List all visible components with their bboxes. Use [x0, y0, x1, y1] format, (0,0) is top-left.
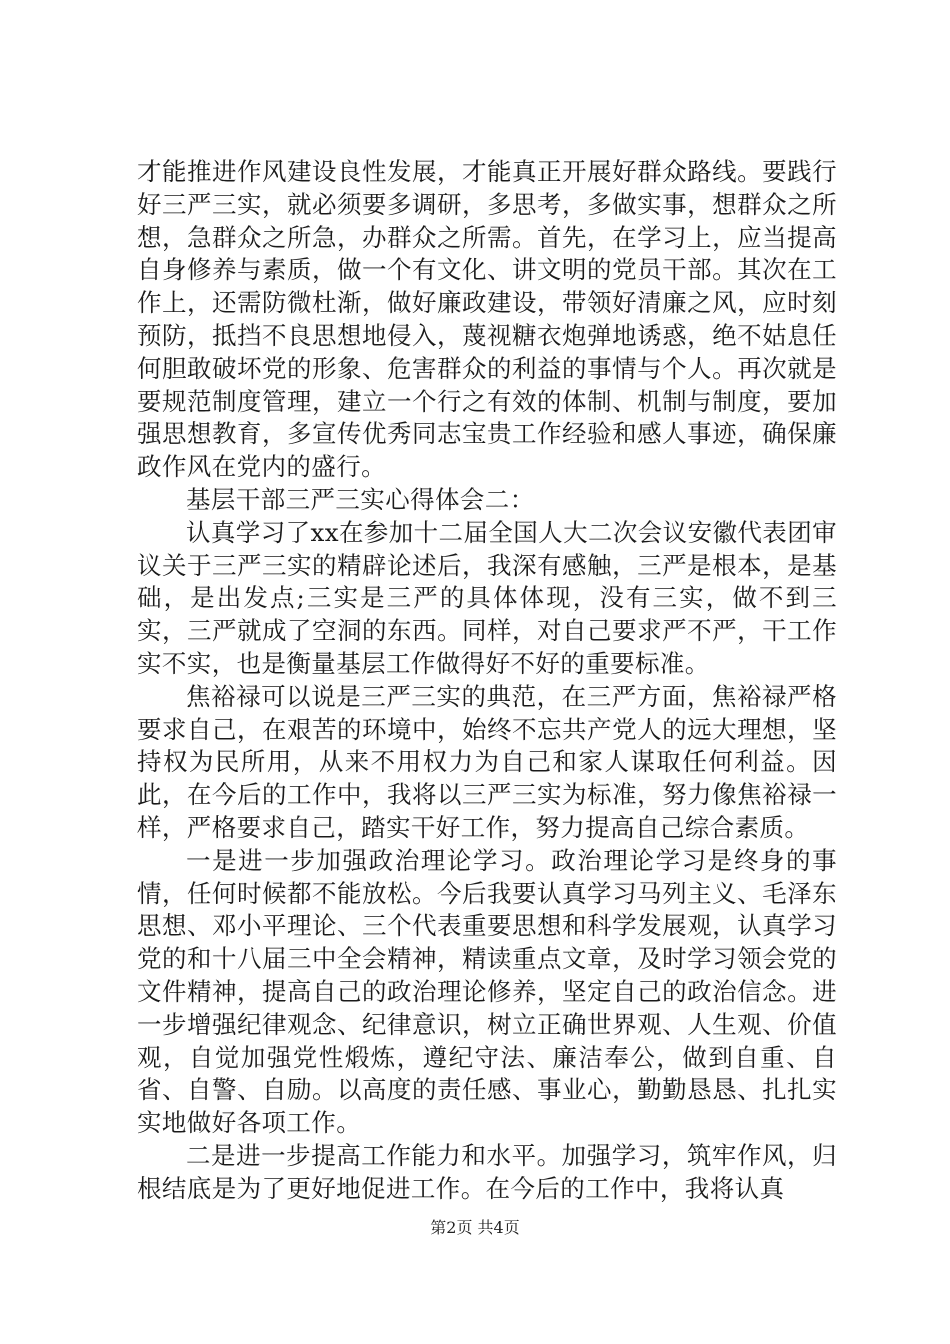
page-number-footer: 第2页 共4页: [430, 1218, 520, 1237]
body-text: [137, 156, 837, 1206]
section-heading: 基层干部三严三实心得体会二：: [186, 484, 535, 514]
paragraph-3: 焦裕禄可以说是三严三实的典范，在三严方面，焦裕禄严格要求自己，在艰苦的环境中，始终不忘共产党人的远大理想，坚持权为民所用，从来不用权力为自己和家人谋取任何利益。因此，在今后的工作中，我将以三严三实为标准，努力像焦裕禄一样，严格要求自己，踏实干好工作，努力提高自己综合素质。: [137, 681, 837, 842]
paragraph-1: 才能推进作风建设良性发展，才能真正开展好群众路线。要践行好三严三实，就必须要多调研，多思考，多做实事，想群众之所想，急群众之所急，办群众之所需。首先，在学习上，应当提高自身修养与素质，做一个有文化、讲文明的党员干部。其次在工作上，还需防微杜渐，做好廉政建设，带领好清廉之风，应时刻预防，抵挡不良思想地侵入，蔑视糖衣炮弹地诱惑，绝不姑息任何胆敢破坏党的形象、危害群众的利益的事情与个人。再次就是要规范制度管理，建立一个行之有效的体制、机制与制度，要加强思想教育，多宣传优秀同志宝贵工作经验和感人事迹，确保廉政作风在党内的盛行。: [137, 157, 837, 482]
paragraph-5: 二是进一步提高工作能力和水平。加强学习，筑牢作风，归根结底是为了更好地促进工作。在今后的工作中，我将认真: [137, 1140, 837, 1203]
paragraph-4: 一是进一步加强政治理论学习。政治理论学习是终身的事情，任何时候都不能放松。今后我要认真学习马列主义、毛泽东思想、邓小平理论、三个代表重要思想和科学发展观，认真学习党的和十八届三中全会精神，精读重点文章，及时学习领会党的文件精神，提高自己的政治理论修养，坚定自己的政治信念。进一步增强纪律观念、纪律意识，树立正确世界观、人生观、价值观，自觉加强党性煅炼，遵纪守法、廉洁奉公，做到自重、自省、自警、自励。以高度的责任感、事业心，勤勤恳恳、扎扎实实地做好各项工作。: [137, 845, 837, 1138]
paragraph-2: 认真学习了xx在参加十二届全国人大二次会议安徽代表团审议关于三严三实的精辟论述后，我深有感触，三严是根本，是基础，是出发点;三实是三严的具体体现，没有三实，做不到三实，三严就成了空洞的东西。同样，对自己要求严不严，干工作实不实，也是衡量基层工作做得好不好的重要标准。: [137, 517, 837, 678]
